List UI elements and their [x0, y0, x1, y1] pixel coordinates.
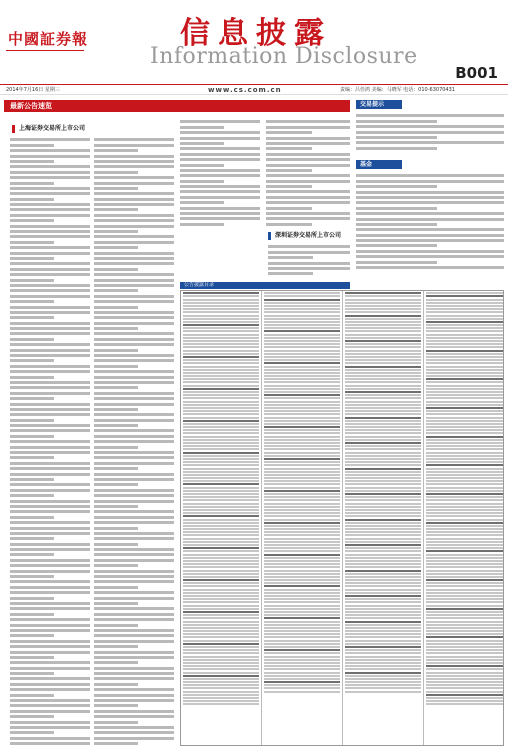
sh-text-column-4 — [266, 118, 350, 228]
index-table-column — [262, 291, 343, 745]
section-heading: 最新公告速览 — [4, 100, 350, 112]
masthead — [0, 0, 508, 84]
dateline — [0, 84, 508, 95]
index-table-column — [343, 291, 424, 745]
index-table-column — [424, 291, 504, 745]
brand-underline — [6, 50, 84, 51]
disclosure-index-title: 公告披露目录 — [180, 282, 350, 289]
sz-text-column — [268, 243, 350, 279]
trade-tips-heading: 交易提示 — [356, 100, 402, 109]
disclosure-index-table — [180, 290, 504, 746]
page-title: 信息披露 — [180, 16, 332, 51]
index-table-column — [181, 291, 262, 745]
sh-text-column-3 — [180, 118, 260, 228]
issue-date: 2014年7月16日 星期三 — [6, 87, 60, 93]
newspaper-brand: 中國証券報 — [8, 30, 89, 48]
fund-text — [356, 172, 504, 278]
editor-info: 责编：吕佳鸿 美编：马晓军 电话：010-63070431 — [340, 87, 455, 93]
website-url[interactable]: www.cs.com.cn — [208, 86, 282, 94]
sz-column-heading: 深圳证券交易所上市公司 — [268, 232, 350, 240]
sh-text-column-2 — [94, 136, 174, 746]
fund-heading: 基金 — [356, 160, 402, 169]
trade-tips-text — [356, 112, 504, 156]
page-subtitle: Information Disclosure — [150, 44, 418, 69]
sh-column-heading: 上海证券交易所上市公司 — [12, 125, 172, 133]
page-number: B001 — [455, 64, 498, 82]
sh-text-column-1 — [10, 136, 90, 746]
